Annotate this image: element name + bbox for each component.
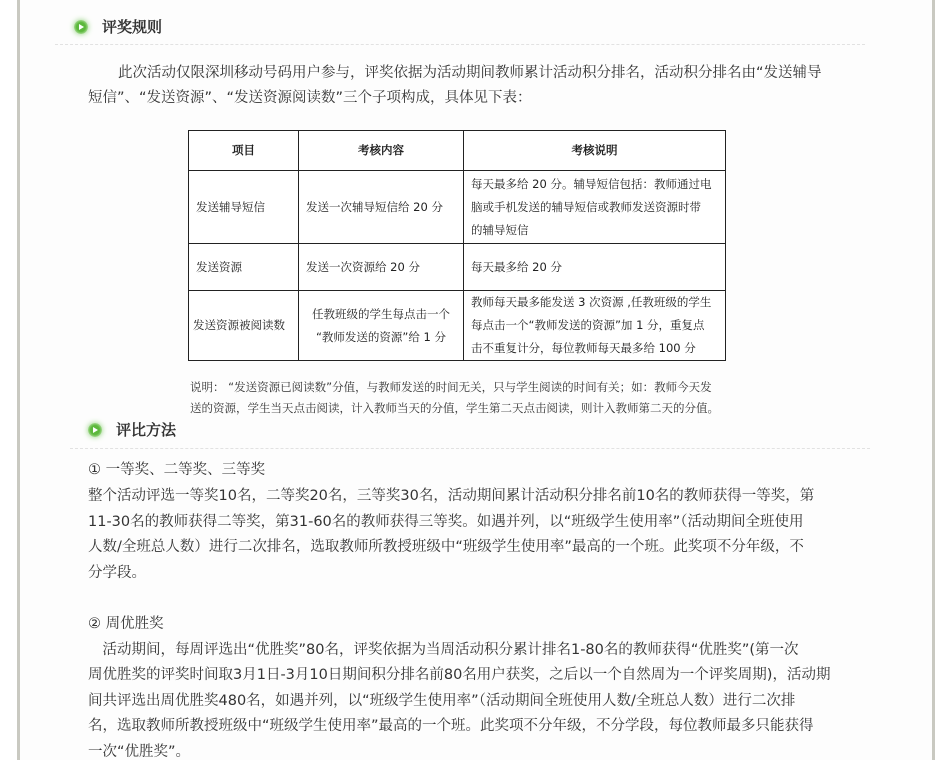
text-line: 名，选取教师所教授班级中“班级学生使用率”最高的一个班。此奖项不分年级，不分学段，每位教师最多只能获得 [88, 714, 830, 740]
text-line: 此次活动仅限深圳移动号码用户参与，评奖依据为活动期间教师累计活动积分排名，活动积分排名由“发送辅导 [88, 61, 822, 86]
prize-tiers-paragraph [88, 458, 814, 587]
table-row [189, 244, 726, 291]
table-cell: 发送资源 [189, 244, 299, 291]
table-cell: 每天最多给 20 分。辅导短信包括：教师通过电 脑或手机发送的辅导短信或教师发送资源时带 的辅导短信 [464, 171, 726, 244]
section-title: 评比方法 [116, 419, 176, 440]
table-row [189, 291, 726, 361]
text-line: ① 一等奖、二等奖、三等奖 [88, 458, 814, 484]
section-header-rules [74, 16, 162, 37]
weekly-prize-paragraph [88, 612, 830, 765]
table-cell: 发送一次资源给 20 分 [299, 244, 464, 291]
text-line: 短信”、“发送资源”、“发送资源阅读数”三个子项构成，具体见下表： [88, 86, 822, 111]
table-row [189, 171, 726, 244]
table-header-row [189, 131, 726, 171]
column-header: 考核内容 [299, 131, 464, 171]
intro-paragraph [88, 61, 822, 111]
table-cell: 教师每天最多能发送 3 次资源 ,任教班级的学生 每点击一个“教师发送的资源”加 1 分，重复点 击不重复计分，每位教师每天最多给 100 分 [464, 291, 726, 361]
section-title: 评奖规则 [102, 16, 162, 37]
text-line: 人数/全班总人数）进行二次排名，选取教师所教授班级中“班级学生使用率”最高的一个班。此奖项不分年级，不 [88, 535, 814, 561]
text-line: 间共评选出周优胜奖480名，如遇并列，以“班级学生使用率”（活动期间全班使用人数/全班总人数）进行二次排 [88, 689, 830, 715]
text-line: 11-30名的教师获得二等奖，第31-60名的教师获得三等奖。如遇并列，以“班级学生使用率”（活动期间全班使用 [88, 510, 814, 536]
column-header: 项目 [189, 131, 299, 171]
table-cell: 任教班级的学生每点击一个 “教师发送的资源”给 1 分 [299, 291, 464, 361]
scoring-table [188, 130, 726, 361]
text-line: 活动期间，每周评选出“优胜奖”80名，评奖依据为当周活动积分累计排名1-80名的教师获得“优胜奖”(第一次 [88, 638, 830, 664]
table-cell: 每天最多给 20 分 [464, 244, 726, 291]
divider [55, 44, 865, 45]
green-play-dot-icon [88, 423, 102, 437]
text-line: ② 周优胜奖 [88, 612, 830, 638]
column-header: 考核说明 [464, 131, 726, 171]
section-header-method [88, 419, 176, 440]
divider [70, 448, 870, 449]
text-line: 一次“优胜奖”。 [88, 740, 830, 765]
table-cell: 发送资源被阅读数 [189, 291, 299, 361]
text-line: 说明： “发送资源已阅读数”分值，与教师发送的时间无关，只与学生阅读的时间有关；如：教师今天发 [190, 377, 719, 398]
table-note [190, 377, 719, 419]
text-line: 分学段。 [88, 561, 814, 587]
table-cell: 发送一次辅导短信给 20 分 [299, 171, 464, 244]
table-cell: 发送辅导短信 [189, 171, 299, 244]
text-line: 整个活动评选一等奖10名，二等奖20名，三等奖30名，活动期间累计活动积分排名前10名的教师获得一等奖，第 [88, 484, 814, 510]
text-line: 周优胜奖的评奖时间取3月1日-3月10日期间积分排名前80名用户获奖，之后以一个自然周为一个评奖周期)，活动期 [88, 663, 830, 689]
text-line: 送的资源，学生当天点击阅读，计入教师当天的分值，学生第二天点击阅读，则计入教师第二天的分值。 [190, 398, 719, 419]
green-play-dot-icon [74, 20, 88, 34]
